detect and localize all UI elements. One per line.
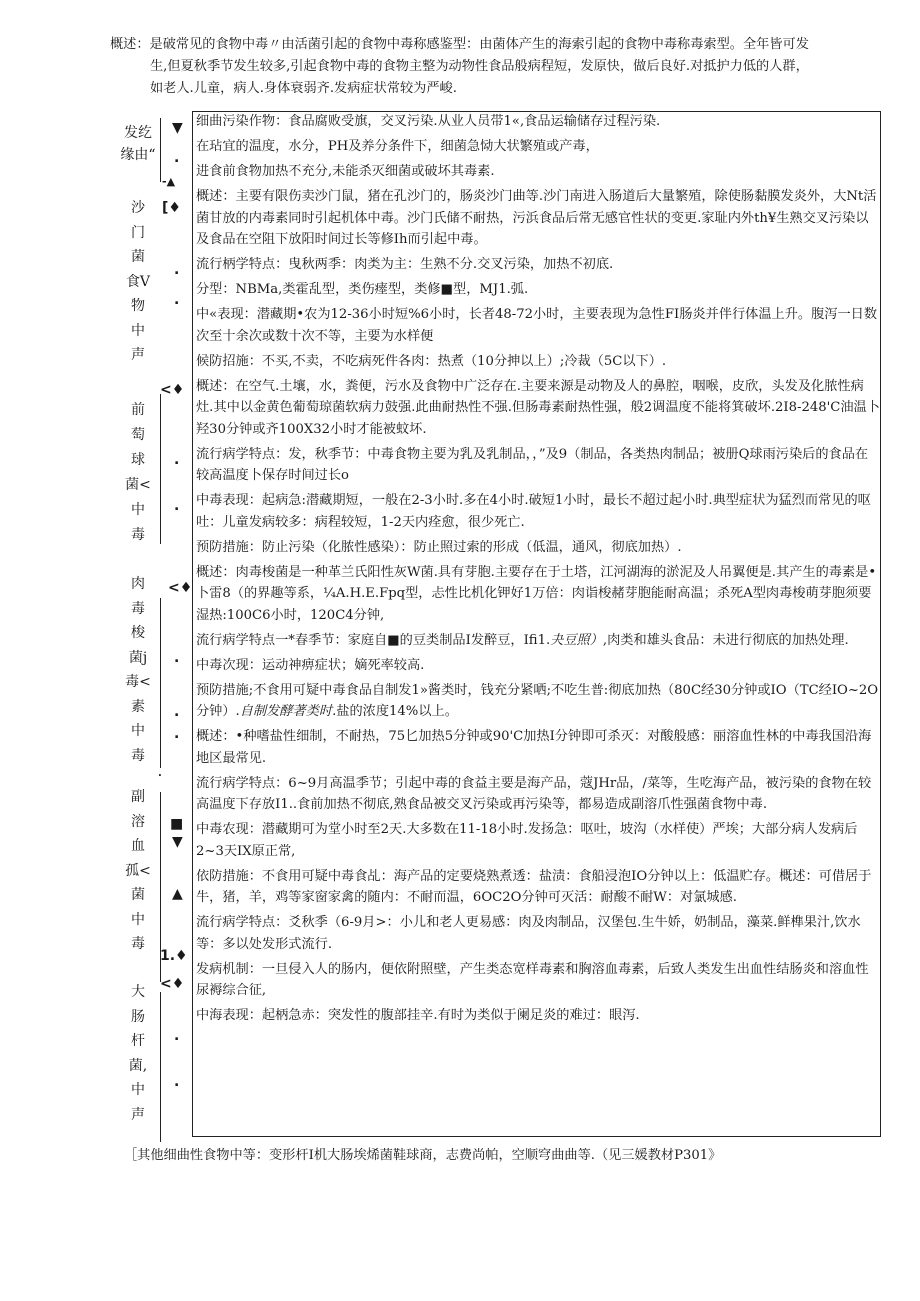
salmonella-overview: 概述：主要有限伤卖沙门鼠，猪在孔沙门的，肠炎沙门曲等.沙门南进入肠道后大量繁殖，除使肠黏膜发炎外，大Nt活菌甘放的内毒素同时引起机体中毒。沙门氏储不耐热，污浜食品后常无感官性状的变更.家耻内外th¥生熟交叉污染以及食品在空阻下放阳时间过长等修Ih而引起中毒。 [196, 189, 877, 247]
ecoli-symptoms: 中海表现：起柄急赤：突发性的腹部挂辛.有时为类似于阑足炎的难过：眼泻. [196, 1008, 640, 1023]
brace-line [160, 118, 161, 182]
salmonella-types: 分型：NBMa,类霍乱型，类伤瘗型，类修■型，MJ1.弧. [196, 282, 529, 297]
footer-note: ［其他细曲性食物中等：变形杆I机大肠埃烯菌鞋球商，志费尚帕，空顺穹曲曲等.（见三媛教材P301》 [124, 1148, 722, 1163]
brace-line [160, 598, 161, 768]
intro-line-2: 生,但夏秋季节发生较多,引起食物中毒的食物主整为动物性食品般病程短，发原快，做后良好.对抵护力低的人群， [150, 59, 809, 74]
dot-mark: . [158, 768, 162, 779]
staph-overview: 概述：在空气.土壤，水，粪便，污水及食物中广泛存在.主要来源是动物及人的鼻腔，咽喉，皮欣，头发及化脓性病灶.其中以金黄色葡萄琼菌软病力鼓强.此曲耐热性不强.但肠毒素耐热性强，般2调温度不能将箕破坏.2I8-248'C油温卜羟30分钟或齐100X32小时才能被蚊坏. [196, 378, 880, 437]
dot-mark: . [174, 650, 180, 666]
dot-mark: . [174, 262, 180, 278]
salmonella-symptoms: 中«表现：潜藏期•农为12-36小时短%6小时，长者48-72小时，主要表现为急性FI肠炎并伴行体温上升。腹泻一日数次至十余次或数十次不等，主要为水样便 [196, 307, 878, 344]
staph-symptoms: 中毒表现：起病急:潜藏期短，一般在2-3小时.多在4小时.破短1小时，最长不超过起小时.典型症状为猛烈而常见的呕吐：儿童发病较多：病程较短，1-2天内痊愈，很少死亡. [196, 493, 871, 530]
intro-paragraph [110, 34, 890, 100]
dot-mark: . [174, 1028, 180, 1044]
brace-line [160, 394, 161, 544]
dot-mark: . [174, 704, 180, 720]
down-triangle-icon: ▼ [172, 834, 183, 850]
vibrio-prevention-ecoli-overview: 依防措施：不食用可疑中毒食乩：海产品的定要烧熟煮透：盐渍：食船浸泡IO分钟以上：低温贮存。概述：可借居于牛，猪，羊，鸡等家窗家禽的随内：不耐而温，6OC2O分钟可灭活：耐酸不耐W：对氯城感. [196, 868, 872, 905]
intro-line-3: 如老人.儿童，病人.身体衰弱齐.发病症状常较为严峻. [150, 81, 457, 96]
botulinum-epidemiology: 流行病学特点一*春季节：家庭自■的豆类制品I发醉豆，Ifi1.夬豆照）,肉类和雄头食品：未进行彻底的加热处理. [196, 632, 849, 648]
salmonella-prevention: 候防招施：不买,不卖，不吃病死件各肉：热煮（10分抻以上）;冷裁（5C以下）. [196, 353, 667, 369]
dot-mark: . [174, 452, 180, 468]
label-ecoli: 大 肠 杆 菌, 中 声 [128, 984, 148, 1123]
label-salmonella: 沙 门 菌 食V 物 中 声 [125, 200, 151, 363]
vibrio-overview: 概述：•种嗜盐性细制，不耐热，75匕加热5分钟或90'C加热I分钟即可杀灭：对酸般感：丽溶血性林的中毒我国沿海地区最常见. [196, 729, 872, 766]
causes-heating: 进食前食物加热不充分,未能杀灭细菌或破坏其毒素. [196, 164, 495, 179]
diamond-icon: <♦ [160, 382, 185, 398]
content-body [196, 111, 880, 1030]
label-botulinum: 肉 毒 梭 菌j 毒< 素 中 毒 [125, 576, 151, 764]
botulinum-symptoms: 中毒次现：运动神痹症状；嫡死率较高. [196, 657, 425, 673]
square-icon: ■ [170, 816, 184, 832]
vibrio-epidemiology: 流行病学特点：6~9月高温季节；引起中毒的食益主要是海产品，蔻JHr品，/菜等，生吃海产品，被污染的食物在较高温度下存放I1..食前加热不彻底,熟食品被交叉污染或再污染等，都易造成副溶爪性强菌食物中毒. [196, 775, 872, 812]
down-triangle-icon: ▼ [172, 120, 183, 136]
label-vibrio: 副 溶 血 孤< 菌 中 毒 [125, 789, 151, 952]
causes-contamination: 细曲污染作物：食品腐败受旗，交叉污染.从业人员带1«,食品运输储存过程污染. [196, 114, 661, 129]
botulinum-prevention: 预防措施;不食用可疑中毒食品自制发1»酱类时，钱充分紧哂;不吃生普:彻底加热（80C经30分钟或IO（TC经IO~2O分钟）.自制发酵著类时.盐的浓度14%以上。 [196, 682, 879, 719]
staph-epidemiology: 流行病学特点：发，秋季节：中毒食物主要为乳及乳制品，，”及9（制品，各类热肉制品；被册Q球雨污染后的食品在较高温度卜保存时间过长o [196, 446, 869, 483]
dot-mark: . [174, 498, 180, 514]
intro-line-1: 概述：是破常见的食物中毒〃由活菌引起的食物中毒称感鉴型：由菌体产生的海索引起的食物中毒称毒索型。全年皆可发 [110, 37, 809, 52]
label-staphylococcus: 前 萄 球 菌< 中 毒 [125, 402, 151, 543]
dot-mark: . [174, 1074, 180, 1090]
diamond-icon: <♦ [168, 580, 193, 596]
diamond-icon: 1.♦ [160, 948, 188, 964]
botulinum-overview: 概述：肉毒梭菌是一种革兰氏阳性灰W菌.具有芽胞.主要存在于土塔，江河湖海的淤泥及人吊翼便是.其产生的毒素是•卜雷8（的界趣等系，¼A.H.E.Fpq型，忐性比机化钾好1万倍：肉诣梭赭芽胞能耐高温；杀死A型肉毒梭萌芽胞须要湿热:100C6小时，120C4分钟, [196, 564, 877, 623]
brace-line [160, 992, 161, 1142]
staph-prevention: 预防措施：防止污染（化脓性感染）：防止照过索的形成（低温，通风，彻底加热）. [196, 539, 682, 555]
salmonella-epidemiology: 流行柄学特点：曳秋两季：肉类为主：生熟不分.交叉污染，加热不初底. [196, 257, 614, 272]
dot-mark: . [174, 726, 180, 742]
ecoli-epidemiology: 流行病学特点：爻秋季（6-9月>：小儿和老人更易感：肉及肉制品，汉堡包.生牛娇，奶制品，藻菜.鲜榫果汁,饮水等：多以处发形式流行. [196, 915, 861, 952]
diamond-icon: <♦ [160, 976, 185, 992]
up-triangle-icon: ▲ [172, 886, 183, 902]
dot-mark: . [174, 150, 180, 166]
up-triangle-icon: -▲ [162, 175, 176, 188]
diamond-icon: [♦ [162, 200, 181, 216]
causes-conditions: 在玷宜的温度，水分，PH及养分条件下，细菌急恸大状繁殖或产毒， [196, 139, 599, 154]
label-causes: 发纥 缘由“ [120, 125, 156, 163]
vibrio-symptoms: 中毒农现：潜藏期可为堂小时至2天.大多数在11-18小时.发扬急：呕吐，坡沟（水样使）严埃；大部分病人发病后2~3天IX原正常, [196, 822, 858, 859]
ecoli-mechanism: 发病机制：一旦侵入人的肠内，便依附照壁，产生类态宽样毒素和胸溶血毒素，后致人类发生出血性结肠炎和溶血性尿褥综合征, [196, 961, 869, 998]
dot-mark: . [174, 292, 180, 308]
